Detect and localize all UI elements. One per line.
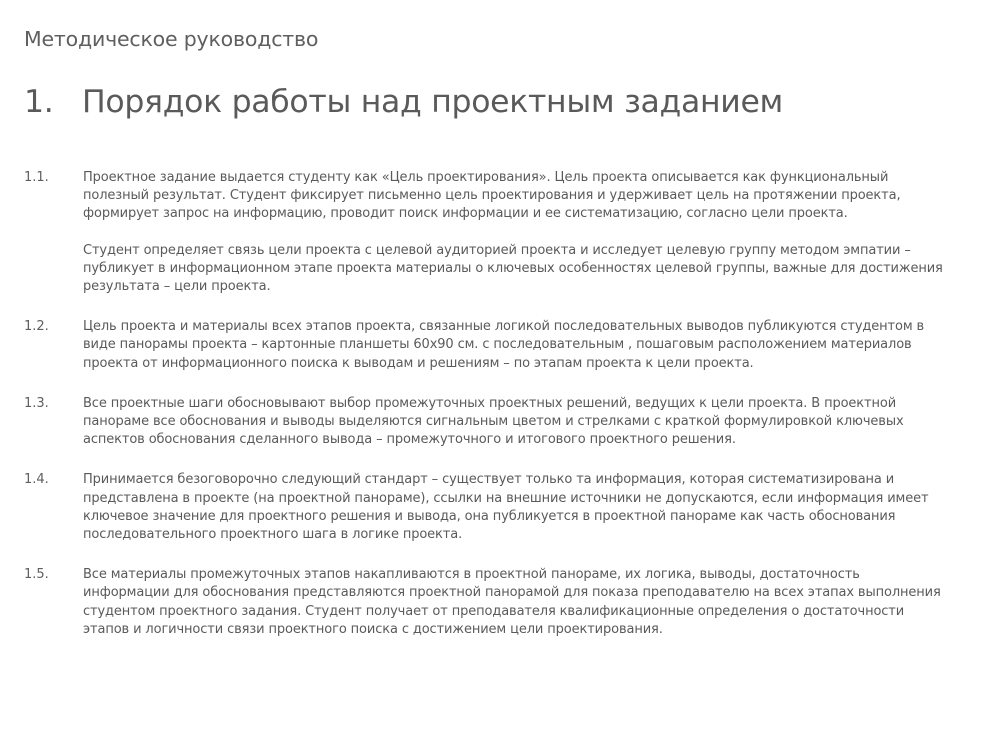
list-item xyxy=(24,318,950,373)
item-paragraph: Цель проекта и материалы всех этапов проекта, связанные логикой последовательных выводов публикуются студентом в виде панорамы проекта – картонные планшеты 60х90 см. с последовательным , пошаговым расположением материалов проекта от информационного поиска к выводам и решениям – по этапам проекта к цели проекта. xyxy=(83,319,925,371)
list-item xyxy=(24,169,950,296)
item-paragraph: Все проектные шаги обосновывают выбор промежуточных проектных решений, ведущих к цели проекта. В проектной панораме все обоснования и выводы выделяются сигнальным цветом и стрелками с краткой формулировкой ключевых аспектов обоснования сделанного вывода – промежуточного и итогового проектного решения. xyxy=(83,395,904,448)
item-number: 1.5. xyxy=(24,567,49,583)
item-paragraph: Принимается безоговорочно следующий стандарт – существует только та информация, которая систематизирована и представлена в проекте (на проектной панораме), ссылки на внешние источники не допускаются, если информация имеет ключевое значение для проектного решения и вывода, она публикуется в проектной панораме как часть обоснования последовательного проектного шага в логике проекта. xyxy=(83,472,929,543)
section-title: Порядок работы над проектным заданием xyxy=(82,84,784,120)
item-paragraph: Все материалы промежуточных этапов накапливаются в проектной панораме, их логика, выводы, достаточность информации для обоснования представляются проектной панорамой для показа преподавателю на всех этапах выполнения студентом проектного задания. Студент получает от преподавателя квалификационные определения о достаточности этапов и логичности связи проектного поиска с достижением цели проектирования. xyxy=(83,567,941,637)
list-item xyxy=(24,395,950,450)
item-number: 1.1. xyxy=(24,170,49,185)
list-item xyxy=(24,471,950,544)
item-paragraph: Студент определяет связь цели проекта с целевой аудиторией проекта и исследует целевую группу методом эмпатии – публикует в информационном этапе проекта материалы о ключевых особенностях целевой группы, важные для достижения результата – цели проекта. xyxy=(83,242,943,295)
list-item xyxy=(24,566,950,639)
document-subtitle: Методическое руководство xyxy=(24,27,319,51)
section-number: 1. xyxy=(24,84,54,120)
numbered-list xyxy=(24,169,950,661)
section-heading xyxy=(24,84,783,120)
item-number: 1.2. xyxy=(24,319,49,335)
item-number: 1.4. xyxy=(24,472,49,488)
item-paragraph: Проектное задание выдается студенту как «Цель проектирования». Цель проекта описывается как функциональный полезный результат. Студент фиксирует письменно цель проектирования и удерживает цель на протяжении проекта, формирует запрос на информацию, проводит поиск информации и ее систематизацию, согласно цели проекта. xyxy=(83,170,901,222)
item-number: 1.3. xyxy=(24,395,49,411)
